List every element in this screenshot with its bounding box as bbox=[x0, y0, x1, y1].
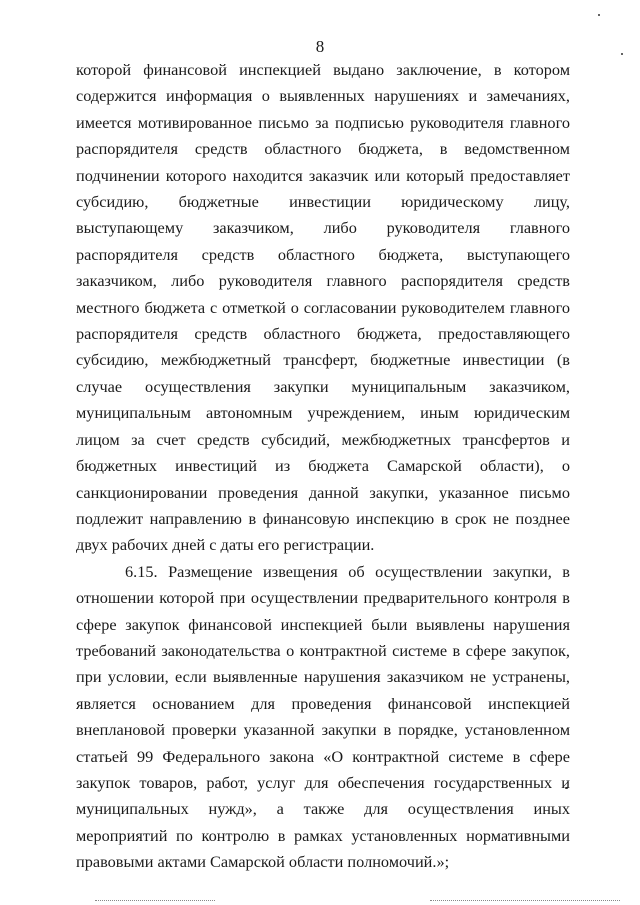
scan-edge-artifact bbox=[95, 900, 215, 903]
page-number: 8 bbox=[315, 37, 325, 56]
document-body bbox=[76, 57, 570, 876]
scan-speck bbox=[598, 14, 600, 16]
scan-edge-artifact bbox=[430, 900, 620, 903]
paragraph-continuation: которой финансовой инспекцией выдано заключение, в котором содержится информация о выявленных нарушениях и замечаниях, имеется мотивированное письмо за подписью руководителя главного распорядителя средств областного бюджета, в ведомственном подчинении которого находится заказчик или который предоставляет субсидию, бюджетные инвестиции юридическому лицу, выступающему заказчиком, либо руководителя главного распорядителя средств областного бюджета, выступающего заказчиком, либо руководителя главного распорядителя средств местного бюджета с отметкой о согласовании руководителем главного распорядителя средств областного бюджета, предоставляющего субсидию, межбюджетный трансферт, бюджетные инвестиции (в случае осуществления закупки муниципальным заказчиком, муниципальным автономным учреждением, иным юридическим лицом за счет средств субсидий, межбюджетных трансфертов и бюджетных инвестиций из бюджета Самарской области), о санкционировании проведения данной закупки, указанное письмо подлежит направлению в финансовую инспекцию в срок не позднее двух рабочих дней с даты его регистрации. bbox=[76, 60, 570, 555]
paragraph-6-15: 6.15. Размещение извещения об осуществлении закупки, в отношении которой при осуществлении предварительного контроля в сфере закупок финансовой инспекцией были выявлены нарушения требований законодательства о контрактной системе в сфере закупок, при условии, если выявленные нарушения заказчиком не устранены, является основанием для проведения финансовой инспекцией внеплановой проверки указанной закупки в порядке, установленном статьей 99 Федерального закона «О контрактной системе в сфере закупок товаров, работ, услуг для обеспечения государственных и муниципальных нужд», а также для осуществления иных мероприятий по контролю в рамках установленных нормативными правовыми актами Самарской области полномочий.»; bbox=[76, 561, 570, 872]
